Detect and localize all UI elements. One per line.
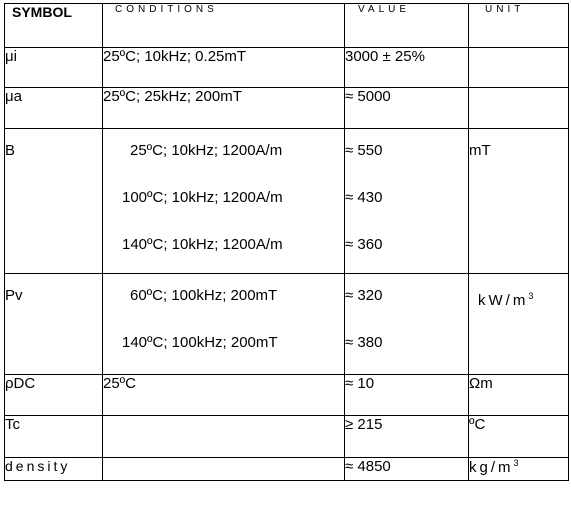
table-row xyxy=(5,88,569,129)
row-value: ≈ 380 xyxy=(345,334,383,351)
row-symbol: ρDC xyxy=(5,375,103,416)
row-value: ≥ 215 xyxy=(345,416,469,458)
row-value: ≈ 430 xyxy=(345,189,383,206)
table-row xyxy=(5,48,569,88)
table-row xyxy=(5,129,569,274)
header-conditions: CONDITIONS xyxy=(103,4,345,48)
row-value: ≈ 5000 xyxy=(345,88,469,129)
row-condition: 140ºC; 10kHz; 1200A/m xyxy=(122,236,283,253)
row-value: 3000 ± 25% xyxy=(345,48,469,88)
table-row xyxy=(5,375,569,416)
header-row xyxy=(5,4,569,48)
row-condition: 60ºC; 100kHz; 200mT xyxy=(130,287,278,304)
row-unit xyxy=(469,48,569,88)
header-unit: UNIT xyxy=(469,4,569,48)
row-symbol: Tc xyxy=(5,416,103,458)
row-unit: Ωm xyxy=(469,375,569,416)
header-symbol: SYMBOL xyxy=(5,4,103,48)
row-unit: $kg/m^3$ xyxy=(469,458,569,481)
table-row xyxy=(5,274,569,375)
row-value: ≈ 10 xyxy=(345,375,469,416)
row-condition: 25ºC; 10kHz; 1200A/m xyxy=(130,142,283,159)
row-value: ≈ 360 xyxy=(345,236,383,253)
row-symbol: B xyxy=(5,142,16,159)
row-unit: $kW/m^3$ xyxy=(478,291,534,309)
row-symbol: Pv xyxy=(5,287,23,304)
row-condition: 25ºC; 10kHz; 0.25mT xyxy=(103,48,345,88)
row-symbol: μi xyxy=(5,48,103,88)
row-condition: 140ºC; 100kHz; 200mT xyxy=(122,334,278,351)
row-value: ≈ 320 xyxy=(345,287,383,304)
material-properties-table xyxy=(4,3,569,481)
row-condition: 100ºC; 10kHz; 1200A/m xyxy=(122,189,283,206)
row-unit: ºC xyxy=(469,416,569,458)
row-condition xyxy=(103,416,345,458)
row-symbol: density xyxy=(5,458,103,481)
row-value: ≈ 550 xyxy=(345,142,383,159)
row-unit: mT xyxy=(469,142,491,159)
row-unit xyxy=(469,88,569,129)
table-row xyxy=(5,416,569,458)
row-condition xyxy=(103,458,345,481)
row-condition: 25ºC; 25kHz; 200mT xyxy=(103,88,345,129)
row-value: ≈ 4850 xyxy=(345,458,469,481)
row-condition: 25ºC xyxy=(103,375,345,416)
row-symbol: μa xyxy=(5,88,103,129)
table-row xyxy=(5,458,569,481)
header-value: VALUE xyxy=(345,4,469,48)
